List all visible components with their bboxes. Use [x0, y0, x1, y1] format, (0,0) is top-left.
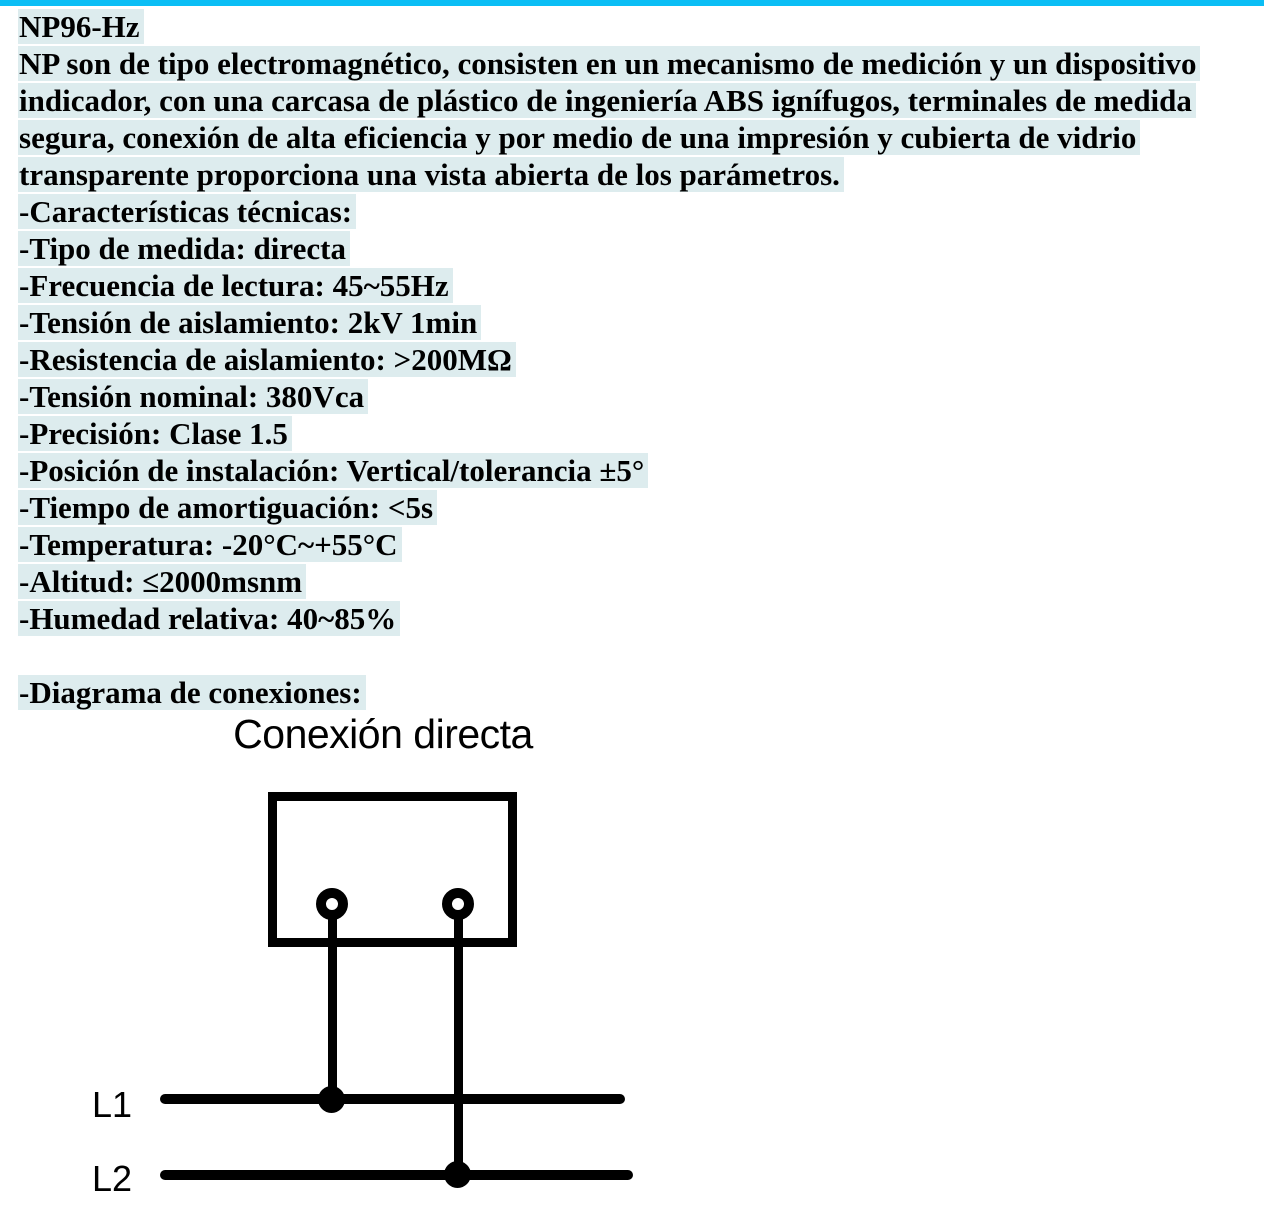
wire-left: [328, 916, 337, 1103]
highlighted-text: -Tensión nominal: 380Vca: [18, 379, 368, 414]
label-l1: L1: [92, 1084, 133, 1125]
junction-dot-l2: [444, 1161, 471, 1188]
highlighted-text: -Altitud: ≤2000msnm: [18, 564, 306, 599]
highlighted-text: NP son de tipo electromagnético, consisten en un mecanismo de medición y un dispositivo: [18, 46, 1200, 81]
highlighted-text: -Tipo de medida: directa: [18, 231, 350, 266]
diagram-title: Conexión directa: [233, 711, 533, 757]
highlighted-text: -Resistencia de aislamiento: >200MΩ: [18, 342, 516, 377]
highlighted-text: NP96-Hz: [18, 9, 144, 44]
highlighted-text: transparente proporciona una vista abierta de los parámetros.: [18, 157, 844, 192]
meter-box-icon: [268, 792, 517, 947]
highlighted-text: -Temperatura: -20°C~+55°C: [18, 527, 402, 562]
line-l1: [160, 1094, 625, 1104]
highlighted-text: -Tiempo de amortiguación: <5s: [18, 490, 437, 525]
highlighted-text: -Humedad relativa: 40~85%: [18, 601, 400, 636]
highlighted-text: -Tensión de aislamiento: 2kV 1min: [18, 305, 481, 340]
highlighted-text: segura, conexión de alta eficiencia y por medio de una impresión y cubierta de vidrio: [18, 120, 1140, 155]
highlighted-text: -Posición de instalación: Vertical/tolerancia ±5°: [18, 453, 648, 488]
highlighted-text: -Diagrama de conexiones:: [18, 675, 366, 710]
label-l2: L2: [92, 1158, 133, 1199]
highlighted-text: -Precisión: Clase 1.5: [18, 416, 292, 451]
highlighted-text: -Frecuencia de lectura: 45~55Hz: [18, 268, 453, 303]
junction-dot-l1: [318, 1086, 345, 1113]
highlighted-text: indicador, con una carcasa de plástico de ingeniería ABS ignífugos, terminales de medida: [18, 83, 1196, 118]
highlighted-text: -Características técnicas:: [18, 194, 356, 229]
wire-right: [454, 916, 463, 1180]
line-l2: [160, 1170, 633, 1180]
